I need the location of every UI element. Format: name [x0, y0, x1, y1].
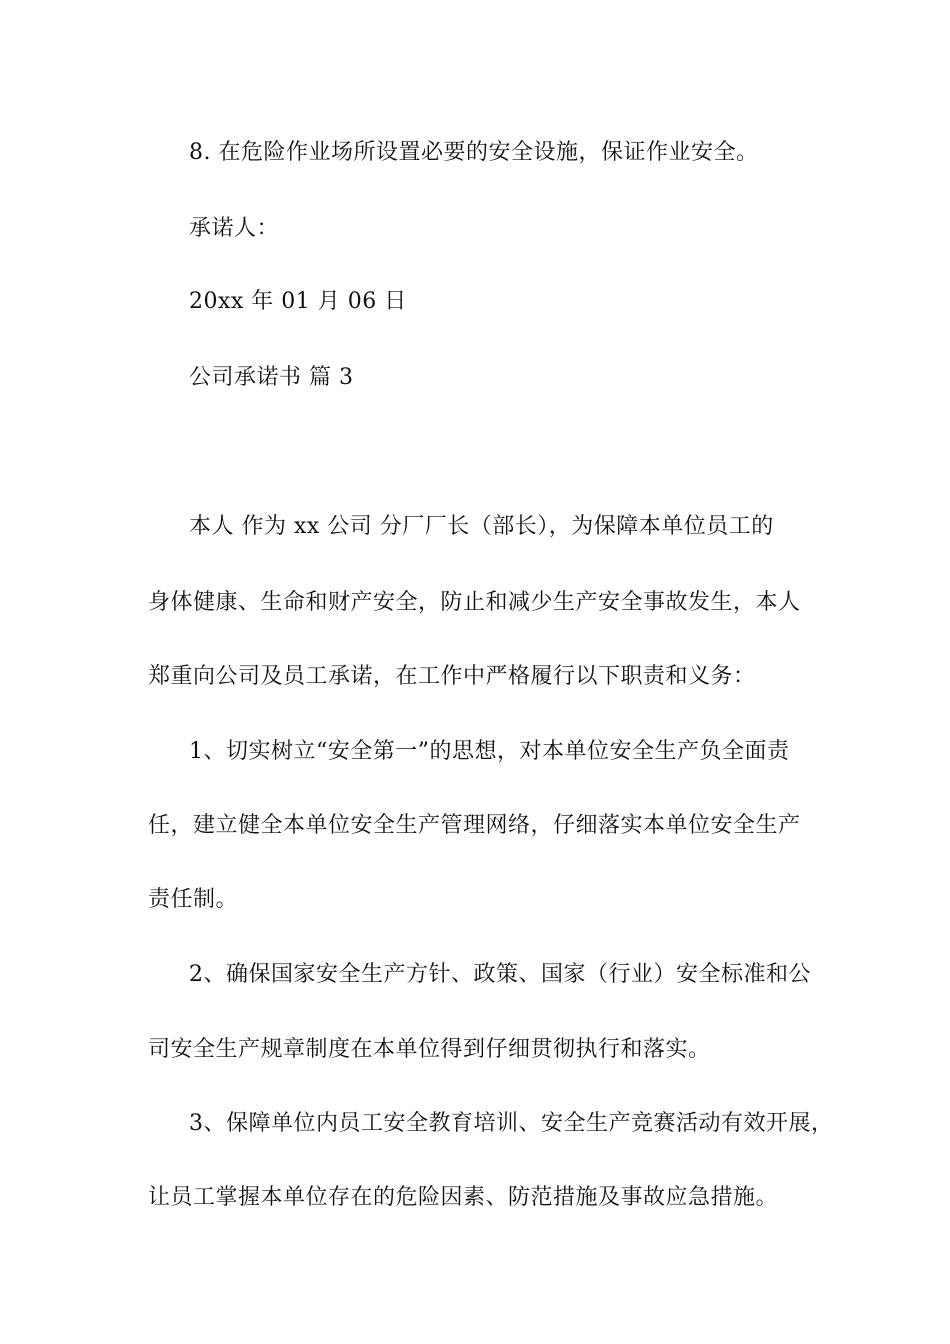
paragraph-line: 身体健康、生命和财产安全，防止和减少生产安全事故发生，本人 — [148, 590, 801, 615]
list-item-1-line: 任，建立健全本单位安全生产管理网络，仔细落实本单位安全生产 — [148, 813, 801, 838]
list-item-2-line: 司安全生产规章制度在本单位得到仔细贯彻执行和落实。 — [148, 1037, 711, 1062]
list-item-2-line: 2、确保国家安全生产方针、政策、国家（行业）安全标准和公 — [189, 962, 811, 987]
text-line-date: 20xx 年 01 月 06 日 — [189, 289, 407, 314]
list-item-3-line: 让员工掌握本单位存在的危险因素、防范措施及事故应急措施。 — [148, 1185, 779, 1210]
list-item-1-line: 1、切实树立“安全第一”的思想，对本单位安全生产负全面责 — [189, 739, 790, 764]
list-item-1-line: 责任制。 — [148, 887, 239, 912]
text-line-promisor: 承诺人： — [189, 216, 280, 241]
paragraph-line: 本人 作为 xx 公司 分厂厂长（部长），为保障本单位员工的 — [189, 514, 774, 539]
list-item-3-line: 3、保障单位内员工安全教育培训、安全生产竞赛活动有效开展， — [189, 1111, 834, 1136]
paragraph-line: 郑重向公司及员工承诺，在工作中严格履行以下职责和义务： — [148, 664, 756, 689]
section-title: 公司承诺书 篇 3 — [189, 365, 354, 390]
text-line-item-8: 8. 在危险作业场所设置必要的安全设施，保证作业安全。 — [189, 140, 759, 165]
